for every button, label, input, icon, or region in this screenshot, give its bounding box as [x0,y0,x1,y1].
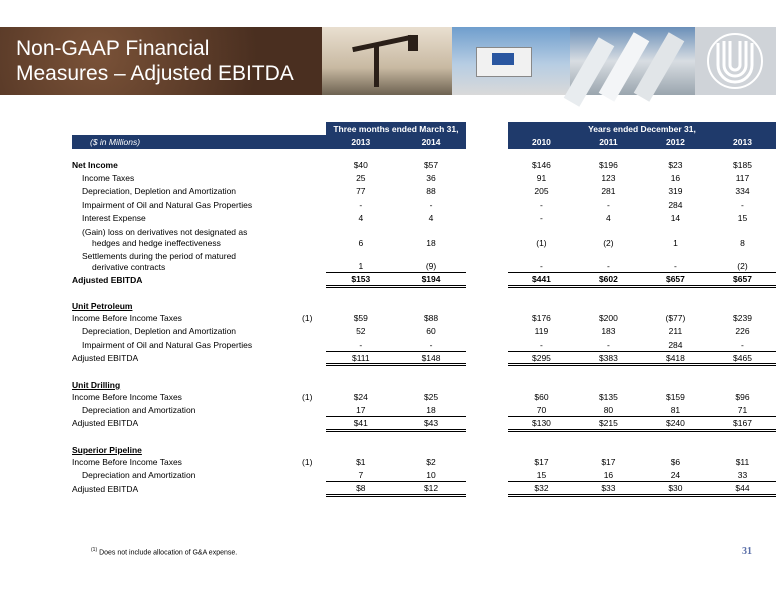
value-cell: (2) [603,237,614,248]
spacer [642,374,709,390]
table-row [72,311,776,324]
value-cell: $6 [670,456,681,467]
value-cell: 183 [601,326,616,337]
value-cell: - [709,338,776,351]
drilling-rig-photo [452,27,570,95]
section-title-row [72,374,776,390]
value-cell: $17 [534,456,549,467]
value-cell: $30 [642,482,709,495]
table-row [72,249,776,273]
spacer [466,273,508,286]
footnote-ref: (1) [302,313,313,324]
value-cell: 18 [426,237,436,248]
value-cell: 60 [426,326,436,337]
spacer [466,212,508,225]
footnote-ref [302,482,326,495]
spacer [396,374,466,390]
value-cell: 284 [668,199,683,210]
spacer [466,338,508,351]
section-title-row [72,295,776,311]
row-label-line2: derivative contracts [92,261,166,272]
value-cell: 91 [536,173,547,184]
row-label: Impairment of Oil and Natural Gas Properties [82,339,253,350]
footnote-ref: (1) [302,391,313,402]
value-cell: $44 [709,482,776,495]
spacer [466,225,508,249]
pumpjack-photo [322,27,452,95]
table-row [72,273,776,286]
spacer [466,171,508,184]
value-cell: 10 [396,468,466,481]
section-title-row [72,439,776,455]
spacer [72,286,776,295]
value-cell: 52 [356,326,366,337]
section-title: Unit Petroleum [72,301,133,312]
spacer [466,352,508,365]
page-number: 31 [742,546,752,557]
value-cell: $1 [356,456,366,467]
value-cell: - [642,249,709,273]
spacer [508,295,575,311]
value-cell: $148 [396,352,466,365]
value-cell: 24 [642,468,709,481]
value-cell: $41 [326,417,396,430]
value-cell: 16 [670,173,681,184]
spacer-row [72,286,776,295]
value-cell: (1) [536,237,547,248]
footnote-ref: (1) [302,456,313,467]
spacer [466,325,508,338]
spacer [326,374,396,390]
spacer [709,374,776,390]
table-row [72,352,776,365]
value-cell: $33 [575,482,642,495]
value-cell: $12 [396,482,466,495]
spacer [508,374,575,390]
value-cell: 36 [426,173,436,184]
footnote-ref [302,325,326,338]
value-cell: $2 [426,456,436,467]
table-row [72,171,776,184]
pipeline-photo [570,27,695,95]
value-cell: 123 [601,173,616,184]
value-cell: 1 [673,237,678,248]
value-cell: - [741,199,744,210]
spacer [709,439,776,455]
row-label: Adjusted EBITDA [72,418,139,429]
value-cell: 77 [356,186,366,197]
value-cell: $130 [508,417,575,430]
value-cell: 205 [534,186,549,197]
value-cell: 15 [737,213,748,224]
footnote-ref [302,403,326,416]
spacer [326,295,396,311]
value-cell: - [429,199,433,210]
value-cell: $185 [733,159,752,170]
table-group-header [72,122,776,135]
value-cell: 4 [606,213,611,224]
value-cell: $465 [709,352,776,365]
spacer [466,295,508,311]
value-cell: $200 [598,313,618,324]
value-cell: $23 [668,159,683,170]
row-label-line1: (Gain) loss on derivatives not designated as [82,226,248,237]
row-label: Depreciation and Amortization [82,404,196,415]
value-cell: $88 [423,313,439,324]
spacer [466,403,508,416]
table-row [72,212,776,225]
value-cell: $657 [709,273,776,286]
value-cell: $239 [733,313,752,324]
value-cell: 211 [668,326,683,337]
row-label [72,249,326,273]
row-label-line1: Settlements during the period of matured [82,250,237,261]
footnote [91,547,237,556]
table-row [72,338,776,351]
row-label: Income Before Income Taxes [72,313,182,324]
value-cell: - [575,249,642,273]
spacer [466,468,508,481]
value-cell: $96 [735,391,750,402]
spacer [466,482,508,495]
value-cell: - [396,338,466,351]
spacer [575,295,642,311]
value-cell: 80 [575,403,642,416]
footnote-text: Does not include allocation of G&A expense. [99,549,238,557]
spacer-row [72,149,776,158]
section-title: Superior Pipeline [72,445,142,456]
value-cell: 17 [326,403,396,416]
value-cell: 71 [709,403,776,416]
footnote-ref [302,417,326,430]
value-cell: $59 [353,313,368,324]
spacer [72,430,776,439]
value-cell: - [326,338,396,351]
value-cell: 8 [740,237,745,248]
value-cell: 15 [508,468,575,481]
value-cell: 117 [735,173,750,184]
value-cell: - [540,213,543,224]
value-cell: ($77) [665,313,686,324]
row-label: Income Before Income Taxes [72,456,182,467]
spacer [466,455,508,468]
value-cell: 1 [326,249,396,273]
value-cell: 81 [642,403,709,416]
spacer [575,374,642,390]
footnote-marker: (1) [91,547,98,553]
table-row [72,158,776,171]
year-header: 2011 [575,135,642,149]
value-cell: (9) [396,249,466,273]
spacer [466,390,508,403]
footnote-ref [302,338,326,351]
title-line-1: Non-GAAP Financial [16,37,210,60]
value-cell: - [508,338,575,351]
value-cell: $176 [531,313,551,324]
value-cell: $167 [709,417,776,430]
row-label: Adjusted EBITDA [72,483,139,494]
year-header: 2012 [642,135,709,149]
spacer [709,295,776,311]
group-header-quarter: Three months ended March 31, [326,122,466,135]
row-label: Depreciation, Depletion and Amortization [82,326,237,337]
value-cell: $8 [326,482,396,495]
value-cell: $17 [601,456,616,467]
value-cell: $11 [735,456,750,467]
value-cell: $196 [598,159,618,170]
value-cell: 281 [601,186,616,197]
page-title [16,36,294,86]
value-cell: 33 [709,468,776,481]
value-cell: 18 [396,403,466,416]
footnote-ref [302,352,326,365]
row-label [72,225,326,249]
value-cell: - [359,199,363,210]
table-row [72,468,776,481]
row-label-line2: hedges and hedge ineffectiveness [92,237,221,248]
value-cell: $24 [353,391,368,402]
value-cell: 7 [326,468,396,481]
value-cell: $194 [396,273,466,286]
spacer [466,158,508,171]
company-logo [695,27,776,95]
row-label: Interest Expense [82,213,146,224]
value-cell: $135 [598,391,618,402]
value-cell: 319 [668,186,683,197]
spacer [396,439,466,455]
value-cell: $40 [353,159,368,170]
table-body [72,149,776,495]
value-cell: - [575,338,642,351]
spacer [508,439,575,455]
table-row [72,403,776,416]
value-cell: 226 [735,326,750,337]
spacer [466,311,508,324]
table-row [72,325,776,338]
spacer [396,295,466,311]
spacer [575,439,642,455]
table-row [72,225,776,249]
value-cell: $657 [642,273,709,286]
spacer [642,295,709,311]
table-row [72,417,776,430]
unit-label: ($ in Millions) [72,135,326,149]
value-cell: $111 [326,352,396,365]
value-cell: 6 [358,237,364,248]
spacer [642,439,709,455]
value-cell: $32 [508,482,575,495]
row-label: Depreciation, Depletion and Amortization [82,186,237,197]
value-cell: 4 [428,213,434,224]
row-label: Impairment of Oil and Natural Gas Properties [82,199,253,210]
value-cell: - [607,199,610,210]
row-label: Net Income [72,159,118,170]
value-cell: $57 [423,159,439,170]
row-label: Depreciation and Amortization [82,470,196,481]
value-cell: $295 [508,352,575,365]
value-cell: $159 [665,391,685,402]
row-label: Adjusted EBITDA [72,274,143,285]
header-banner [0,27,776,95]
spacer [466,249,508,273]
value-cell: 25 [356,173,366,184]
year-header: 2013 [709,135,776,149]
value-cell: $60 [534,391,549,402]
spacer [466,198,508,211]
spacer [72,149,776,158]
value-cell: $43 [396,417,466,430]
adjusted-ebitda-table [72,122,776,497]
spacer [466,374,508,390]
table-row [72,198,776,211]
year-header: 2014 [396,135,466,149]
value-cell: 284 [642,338,709,351]
group-header-years: Years ended December 31, [508,122,776,135]
value-cell: 14 [670,213,681,224]
table-row [72,185,776,198]
spacer-row [72,430,776,439]
value-cell: $153 [326,273,396,286]
value-cell: (2) [709,249,776,273]
value-cell: 119 [534,326,549,337]
value-cell: $240 [642,417,709,430]
footnote-ref [302,468,326,481]
table-row [72,482,776,495]
value-cell: $146 [531,159,551,170]
row-label: Adjusted EBITDA [72,353,139,364]
year-header: 2010 [508,135,575,149]
row-label: Income Before Income Taxes [72,391,182,402]
value-cell: - [508,249,575,273]
row-label: Income Taxes [82,173,135,184]
year-header: 2013 [326,135,396,149]
spacer [72,365,776,374]
value-cell: 4 [358,213,364,224]
spacer [466,417,508,430]
table-row [72,390,776,403]
title-line-2: Measures – Adjusted EBITDA [16,62,294,85]
value-cell: $383 [575,352,642,365]
value-cell: $215 [575,417,642,430]
value-cell: $418 [642,352,709,365]
title-box [0,27,322,95]
value-cell: $602 [575,273,642,286]
table-year-header [72,135,776,149]
spacer-row [72,365,776,374]
value-cell: 70 [508,403,575,416]
value-cell: - [540,199,543,210]
spacer [326,439,396,455]
value-cell: 334 [735,186,750,197]
table-row [72,455,776,468]
spacer [466,439,508,455]
spacer [466,185,508,198]
value-cell: $441 [508,273,575,286]
value-cell: 16 [575,468,642,481]
value-cell: $25 [423,391,439,402]
section-title: Unit Drilling [72,379,121,390]
value-cell: 88 [426,186,436,197]
